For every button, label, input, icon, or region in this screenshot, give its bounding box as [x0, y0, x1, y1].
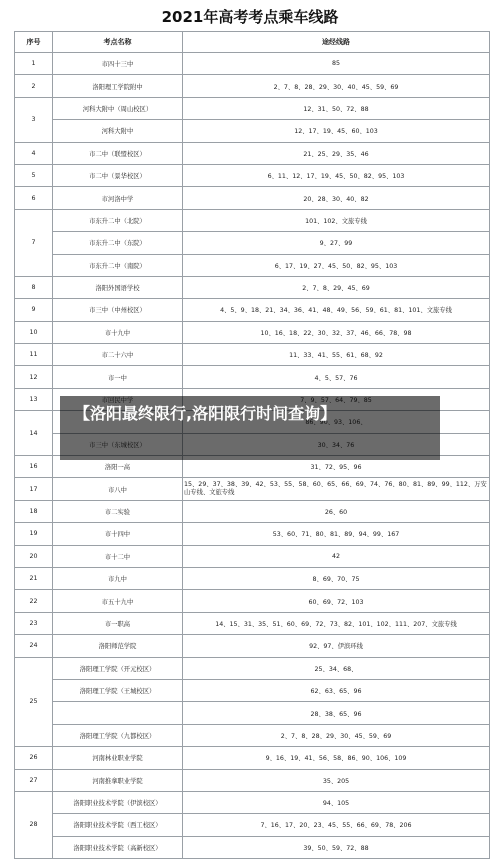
table-row — [15, 164, 490, 186]
site-name: 洛阳理工学院（开元校区） — [53, 657, 183, 679]
table-row — [15, 702, 490, 724]
row-number: 12 — [15, 366, 53, 388]
table-row — [15, 366, 490, 388]
site-route: 53、60、71、80、81、89、94、99、167 — [183, 523, 490, 545]
site-route: 26、60 — [183, 500, 490, 522]
site-name: 市三中（中州校区） — [53, 299, 183, 321]
site-name: 市十九中 — [53, 321, 183, 343]
table-row — [15, 545, 490, 567]
site-name: 河南林业职业学院 — [53, 747, 183, 769]
site-route: 60、69、72、103 — [183, 590, 490, 612]
site-name: 河科大附中（周山校区） — [53, 97, 183, 119]
site-name: 市五十九中 — [53, 590, 183, 612]
site-name: 市一中 — [53, 366, 183, 388]
site-route: 8、69、70、75 — [183, 567, 490, 589]
site-name — [53, 702, 183, 724]
row-number: 24 — [15, 635, 53, 657]
site-name: 市河洛中学 — [53, 187, 183, 209]
site-name: 洛阳理工学院（九都校区） — [53, 724, 183, 746]
site-name: 洛阳职业技术学院（高新校区） — [53, 836, 183, 858]
site-name: 洛阳职业技术学院（伊滨校区） — [53, 791, 183, 813]
row-number: 11 — [15, 344, 53, 366]
overlay-banner: 【洛阳最终限行,洛阳限行时间查询】 — [60, 396, 440, 460]
site-name: 市东升二中（南院） — [53, 254, 183, 276]
table-row — [15, 344, 490, 366]
site-route: 10、16、18、22、30、32、37、46、66、78、98 — [183, 321, 490, 343]
site-name: 洛阳职业技术学院（西工校区） — [53, 814, 183, 836]
header-route: 途经线路 — [183, 32, 490, 53]
row-number: 27 — [15, 769, 53, 791]
site-name: 市东升二中（东院） — [53, 232, 183, 254]
row-number: 14 — [15, 411, 53, 456]
table-row — [15, 232, 490, 254]
site-route: 21、25、29、35、46 — [183, 142, 490, 164]
site-route: 4、5、9、18、21、34、36、41、48、49、56、59、61、81、101、文旅专线 — [183, 299, 490, 321]
table-row — [15, 769, 490, 791]
table-row — [15, 612, 490, 634]
table-row — [15, 299, 490, 321]
table-row — [15, 75, 490, 97]
row-number: 8 — [15, 276, 53, 298]
header-name: 考点名称 — [53, 32, 183, 53]
table-row — [15, 747, 490, 769]
row-number: 19 — [15, 523, 53, 545]
site-route: 12、31、50、72、88 — [183, 97, 490, 119]
row-number: 7 — [15, 209, 53, 276]
row-number: 18 — [15, 500, 53, 522]
site-route: 101、102、文旅专线 — [183, 209, 490, 231]
site-name: 市一职高 — [53, 612, 183, 634]
site-route: 4、5、57、76 — [183, 366, 490, 388]
site-name: 市二中（景华校区） — [53, 164, 183, 186]
site-route: 92、97、伊滨环线 — [183, 635, 490, 657]
row-number: 4 — [15, 142, 53, 164]
table-row — [15, 321, 490, 343]
site-name: 市四十三中 — [53, 53, 183, 75]
row-number: 16 — [15, 456, 53, 478]
site-name: 市东升二中（北院） — [53, 209, 183, 231]
site-route: 35、205 — [183, 769, 490, 791]
site-route: 14、15、31、35、51、60、69、72、73、82、101、102、111、207、文旅专线 — [183, 612, 490, 634]
site-route: 2、7、8、28、29、30、40、45、59、69 — [183, 75, 490, 97]
site-name: 市八中 — [53, 478, 183, 500]
row-number: 2 — [15, 75, 53, 97]
table-row — [15, 500, 490, 522]
row-number: 3 — [15, 97, 53, 142]
row-number: 28 — [15, 791, 53, 858]
row-number: 5 — [15, 164, 53, 186]
row-number: 6 — [15, 187, 53, 209]
row-number: 9 — [15, 299, 53, 321]
row-number: 22 — [15, 590, 53, 612]
table-row — [15, 791, 490, 813]
row-number: 23 — [15, 612, 53, 634]
table-row — [15, 657, 490, 679]
table-row — [15, 254, 490, 276]
table-row — [15, 724, 490, 746]
table-row — [15, 567, 490, 589]
row-number: 21 — [15, 567, 53, 589]
table-row — [15, 97, 490, 119]
site-name: 市二十六中 — [53, 344, 183, 366]
site-name: 市二中（联盟校区） — [53, 142, 183, 164]
site-route: 9、16、19、41、56、58、86、90、106、109 — [183, 747, 490, 769]
table-row — [15, 120, 490, 142]
site-name: 市九中 — [53, 567, 183, 589]
header-no: 序号 — [15, 32, 53, 53]
site-name: 洛阳理工学院（王城校区） — [53, 679, 183, 701]
row-number: 25 — [15, 657, 53, 747]
site-route: 39、50、59、72、88 — [183, 836, 490, 858]
table-row — [15, 209, 490, 231]
site-route: 94、105 — [183, 791, 490, 813]
site-route: 85 — [183, 53, 490, 75]
table-row — [15, 478, 490, 500]
site-name: 洛阳师范学院 — [53, 635, 183, 657]
table-row — [15, 53, 490, 75]
table-row — [15, 187, 490, 209]
site-route: 6、17、19、27、45、50、82、95、103 — [183, 254, 490, 276]
site-name: 河南推拿职业学院 — [53, 769, 183, 791]
row-number: 26 — [15, 747, 53, 769]
row-number: 17 — [15, 478, 53, 500]
site-route: 20、28、30、40、82 — [183, 187, 490, 209]
site-route: 62、63、65、96 — [183, 679, 490, 701]
row-number: 13 — [15, 388, 53, 410]
site-route: 2、7、8、28、29、30、45、59、69 — [183, 724, 490, 746]
table-row — [15, 142, 490, 164]
site-route: 25、34、68、 — [183, 657, 490, 679]
table-row — [15, 523, 490, 545]
site-name: 洛阳理工学院附中 — [53, 75, 183, 97]
site-route: 6、11、12、17、19、45、50、82、95、103 — [183, 164, 490, 186]
row-number: 20 — [15, 545, 53, 567]
site-route: 9、27、99 — [183, 232, 490, 254]
table-row — [15, 276, 490, 298]
site-route: 11、33、41、55、61、68、92 — [183, 344, 490, 366]
table-row — [15, 635, 490, 657]
site-name: 市十二中 — [53, 545, 183, 567]
row-number: 10 — [15, 321, 53, 343]
site-name: 市十四中 — [53, 523, 183, 545]
table-row — [15, 814, 490, 836]
site-name: 河科大附中 — [53, 120, 183, 142]
table-header-row — [15, 32, 490, 53]
page-title: 2021年高考考点乘车线路 — [161, 8, 339, 26]
site-route: 42 — [183, 545, 490, 567]
table-row — [15, 679, 490, 701]
table-row — [15, 590, 490, 612]
site-route: 31、72、95、96 — [183, 456, 490, 478]
site-name: 洛阳外国语学校 — [53, 276, 183, 298]
site-name: 洛阳一高 — [53, 456, 183, 478]
site-route: 7、16、17、20、23、45、55、66、69、78、206 — [183, 814, 490, 836]
site-route: 12、17、19、45、60、103 — [183, 120, 490, 142]
site-route: 28、38、65、96 — [183, 702, 490, 724]
site-name: 市二实验 — [53, 500, 183, 522]
site-route: 15、29、37、38、39、42、53、55、58、60、65、66、69、74、76、80、81、89、99、112、万安山专线、文旅专线 — [183, 478, 490, 500]
row-number: 1 — [15, 53, 53, 75]
table-row — [15, 836, 490, 858]
site-route: 2、7、8、29、45、69 — [183, 276, 490, 298]
